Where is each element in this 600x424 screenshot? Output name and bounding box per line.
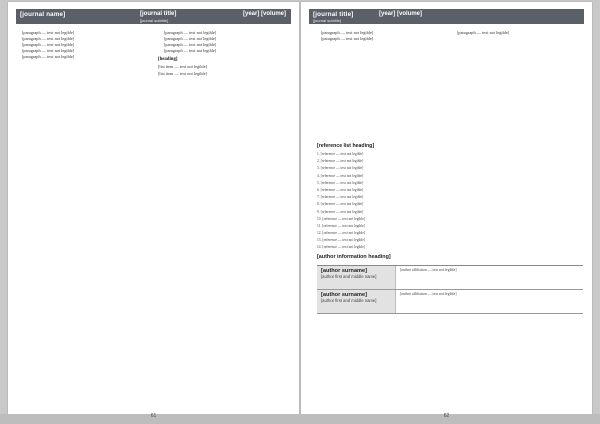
paragraph: [paragraph — text not legible] [457, 30, 510, 35]
list-item: [list item — text not legible] [158, 70, 208, 76]
paragraph: [paragraph — text not legible] [22, 30, 75, 35]
paragraph: [paragraph — text not legible] [164, 42, 217, 48]
right-column-1 [315, 30, 443, 42]
left-column-2 [158, 30, 288, 77]
header-volume: [year] [volume] [379, 11, 423, 17]
reference-item: 10. [reference — text not legible] [317, 216, 366, 221]
author-fullname: [author first and middle name] [321, 298, 377, 303]
authors-title: [author information heading] [317, 254, 391, 260]
author-name-cell [317, 266, 395, 289]
paragraph: [paragraph — text not legible] [321, 30, 374, 35]
right-page [301, 2, 592, 418]
list-item: [list item — text not legible] [158, 64, 208, 70]
left-page [8, 2, 299, 418]
author-surname: [author surname] [321, 268, 367, 274]
header-section: [journal name] [20, 11, 66, 18]
paragraph: [paragraph — text not legible] [164, 36, 217, 42]
right-column-2 [451, 30, 579, 36]
reference-item: 8. [reference — text not legible] [317, 202, 364, 207]
paragraph: [paragraph — text not legible] [22, 42, 75, 48]
paragraph: [paragraph — text not legible] [22, 54, 75, 60]
left-page-number: 61 [150, 413, 157, 419]
author-info: [author affiliation — text not legible] [395, 290, 583, 313]
reference-item: 6. [reference — text not legible] [317, 187, 364, 192]
paragraph: [paragraph — text not legible] [164, 48, 217, 54]
header-subtitle: [journal subtitle] [313, 18, 342, 23]
reference-item: 11. [reference — text not legible] [317, 223, 365, 228]
author-name-cell [317, 290, 395, 313]
reference-item: 3. [reference — text not legible] [317, 166, 364, 171]
paragraph: [paragraph — text not legible] [164, 30, 217, 35]
author-fullname: [author first and middle name] [321, 274, 377, 279]
author-surname: [author surname] [321, 292, 367, 298]
reference-item: 7. [reference — text not legible] [317, 195, 364, 200]
left-column-1 [16, 30, 146, 60]
right-page-header [309, 9, 584, 24]
reference-item: 14. [reference — text not legible] [317, 245, 366, 250]
authors-table [317, 265, 583, 314]
reference-item: 1. [reference — text not legible] [317, 152, 364, 156]
header-journal-title: [journal title] [140, 11, 177, 17]
author-row [317, 266, 583, 290]
header-journal-title: [journal title] [313, 11, 354, 18]
header-volume: [year] [volume] [242, 11, 286, 17]
paragraph: [paragraph — text not legible] [22, 48, 75, 54]
references-title: [reference list heading] [317, 143, 375, 149]
author-row [317, 290, 583, 314]
header-subtitle: [journal subtitle] [140, 18, 169, 23]
left-page-header [16, 9, 291, 24]
paragraph: [paragraph — text not legible] [321, 36, 374, 42]
reference-item: 4. [reference — text not legible] [317, 173, 364, 178]
right-page-number: 62 [443, 413, 450, 419]
references-list [317, 152, 581, 253]
paragraph: [paragraph — text not legible] [22, 36, 75, 42]
reference-item: 5. [reference — text not legible] [317, 180, 364, 185]
reference-item: 2. [reference — text not legible] [317, 159, 364, 164]
author-info: [author affiliation — text not legible] [395, 266, 583, 289]
reference-item: 13. [reference — text not legible] [317, 238, 366, 243]
reference-item: 9. [reference — text not legible] [317, 209, 364, 214]
reference-item: 12. [reference — text not legible] [317, 231, 366, 236]
section-heading: [heading] [158, 57, 178, 63]
